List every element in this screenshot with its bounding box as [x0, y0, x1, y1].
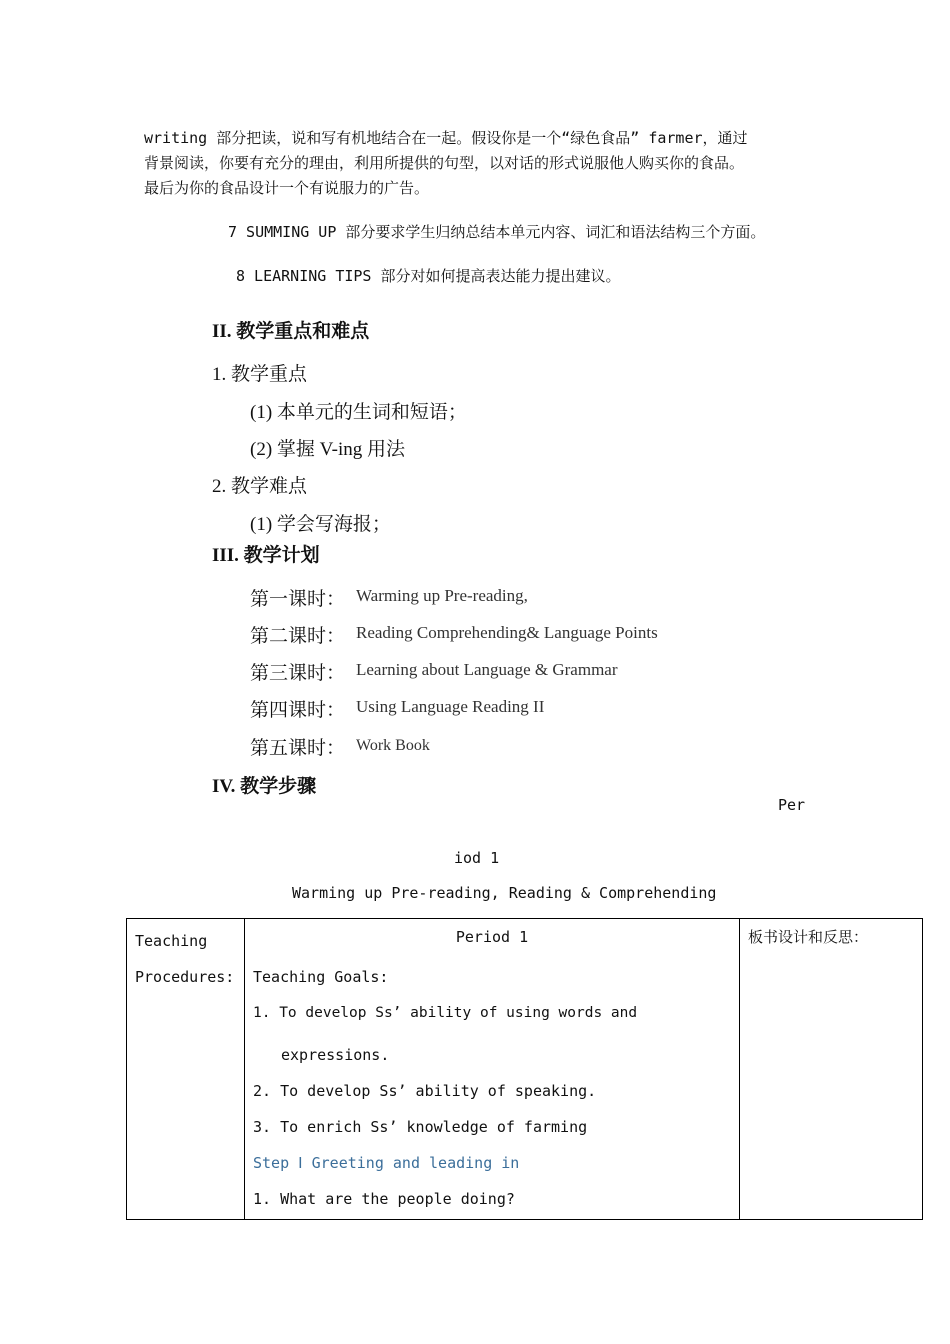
period-title-fragment-2: iod 1: [454, 849, 500, 867]
period-label-4: 第四课时：: [250, 700, 346, 721]
intro-line-1: writing 部分把读，说和写有机地结合在一起。假设你是一个“绿色食品” farmer，通过: [144, 129, 748, 147]
period-value-5: Work Book: [356, 737, 430, 754]
period-label-5: 第五课时：: [250, 738, 346, 759]
procedures-label-line-2: Procedures:: [135, 968, 235, 986]
intro-line-3: 最后为你的食品设计一个有说服力的广告。: [144, 179, 430, 197]
focus-item-2: (2) 掌握 V-ing 用法: [250, 439, 405, 460]
period-heading: Period 1: [455, 928, 529, 946]
board-design-header: 板书设计和反思：: [748, 928, 869, 946]
board-design-cell: [740, 919, 923, 1220]
period-value-1: Warming up Pre-reading,: [356, 586, 528, 605]
intro-line-2: 背景阅读，你要有充分的理由，利用所提供的句型，以对话的形式说服他人购买你的食品。: [144, 154, 745, 172]
teaching-procedures-table: [126, 918, 923, 1220]
intro-item-8: 8 LEARNING TIPS 部分对如何提高表达能力提出建议。: [236, 267, 621, 285]
period-content-cell: [245, 919, 740, 1220]
goal-1: 1. To develop Ss’ ability of using words and: [253, 1005, 638, 1021]
period-label-1: 第一课时：: [250, 589, 346, 610]
period-label-3: 第三课时：: [250, 663, 346, 684]
focus-item-1: (1) 本单元的生词和短语；: [250, 402, 467, 423]
intro-item-7: 7 SUMMING UP 部分要求学生归纳总结本单元内容、词汇和语法结构三个方面。: [228, 223, 766, 241]
goal-2: 2. To develop Ss’ ability of speaking.: [253, 1082, 597, 1100]
goal-1-continued: expressions.: [281, 1046, 390, 1064]
procedures-label-line-1: Teaching: [135, 932, 208, 950]
step-1-heading: Step Ⅰ Greeting and leading in: [253, 1154, 520, 1172]
section-heading-focus: II. 教学重点和难点: [212, 321, 370, 342]
period-label-2: 第二课时：: [250, 626, 346, 647]
period-subtitle: Warming up Pre-reading, Reading & Comprehending: [292, 884, 717, 902]
goal-3: 3. To enrich Ss’ knowledge of farming: [253, 1118, 588, 1136]
difficulty-title: 2. 教学难点: [212, 476, 308, 497]
period-value-2: Reading Comprehending& Language Points: [356, 623, 658, 642]
difficulty-item-1: (1) 学会写海报；: [250, 514, 391, 535]
section-heading-plan: III. 教学计划: [212, 545, 320, 566]
goals-title: Teaching Goals:: [253, 968, 389, 986]
period-value-3: Learning about Language & Grammar: [356, 660, 618, 679]
procedures-label-cell: [127, 919, 245, 1220]
period-value-4: Using Language Reading II: [356, 697, 545, 716]
focus-title: 1. 教学重点: [212, 364, 308, 385]
period-title-fragment-1: Per: [778, 796, 806, 814]
section-heading-steps: IV. 教学步骤: [212, 776, 317, 797]
question-1: 1. What are the people doing?: [253, 1190, 515, 1208]
